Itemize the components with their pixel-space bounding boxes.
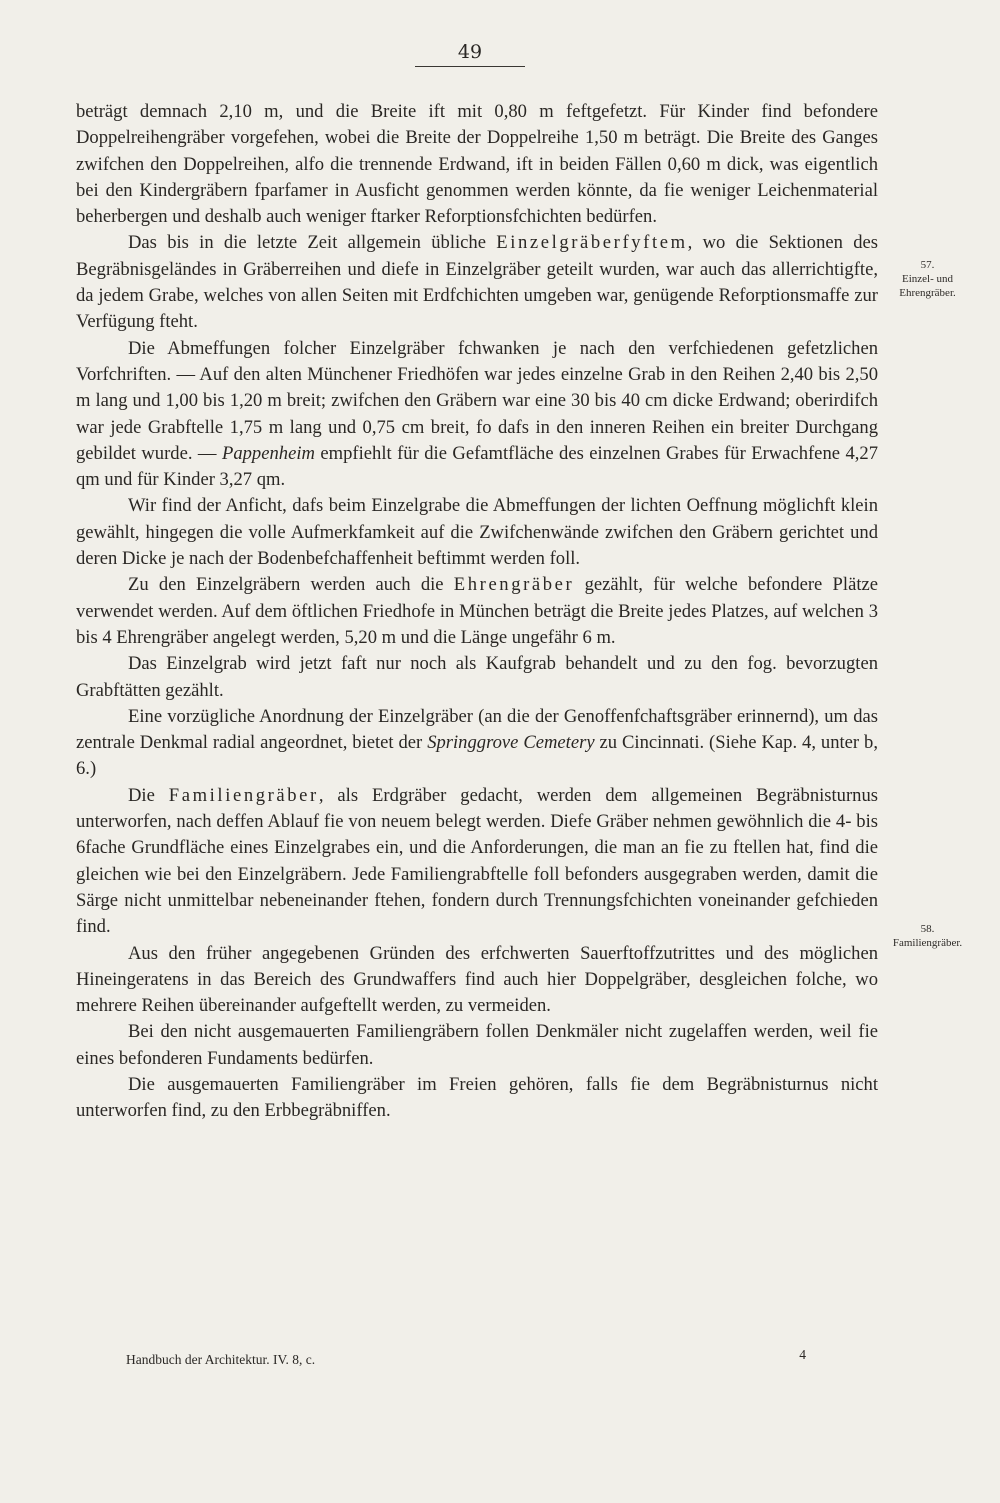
- paragraph-8: [76, 783, 878, 941]
- name-springgrove-cemetery: Springgrove Cemetery: [427, 732, 595, 754]
- body-text: [76, 99, 878, 1125]
- paragraph-8-start: Die: [128, 784, 169, 806]
- margin-note-57: [880, 258, 975, 300]
- paragraph-3-start: Die Abmeffungen folcher Einzelgräber fchwanken je nach den verfchiedenen gefetzlichen Vorfchriften. — Auf den alten Münchener Friedhöfen war jedes einzelne Grab in den Reihen 2,40 bis 2,50 m lang und 1,00 bis 1,20 m breit; zwifchen den Gräbern war eine 30 bis 40 cm dicke Erdwand; oberirdifch war jede Grabftelle 1,75 m lang und 0,75 cm breit, fo dafs in den inneren Reihen ein breiter Durchgang gebildet wurde. —: [76, 337, 878, 464]
- paragraph-2: [76, 230, 878, 335]
- paragraph-9: Aus den früher angegebenen Gründen des erfchwerten Sauerftoffzutrittes und des möglichen Hineingeratens in das Bereich des Grundwaffers find auch hier Doppelgräber, desgleichen folche, wo mehrere Reihen übereinander aufgeftellt werden, zu vermeiden.: [76, 942, 878, 1017]
- margin-note-57-text: Einzel- und Ehrengräber.: [899, 273, 956, 299]
- footer-source: Handbuch der Architektur. IV. 8, c.: [126, 1352, 316, 1367]
- paragraph-1: beträgt demnach 2,10 m, und die Breite ift mit 0,80 m feftgefetzt. Für Kinder find befondere Doppelreihengräber vorgefehen, wobei die Breite der Doppelreihe 1,50 m beträgt. Die Breite des Ganges zwifchen den Doppelreihen, alfo die trennende Erdwand, ift in beiden Fällen 0,60 m dick, was eigentlich bei den Kindergräbern fparfamer in Ausficht genommen werden könnte, da fie weniger Leichenmaterial beherbergen und deshalb auch weniger ftarker Reforptionsfchichten bedürfen.: [76, 101, 878, 228]
- margin-note-58-number: 58.: [920, 923, 935, 935]
- term-einzelgraeberfystem: Einzelgräberfyftem: [496, 232, 688, 254]
- name-pappenheim: Pappenheim: [221, 442, 315, 464]
- paragraph-6: Das Einzelgrab wird jetzt faft nur noch als Kaufgrab behandelt und zu den fog. bevorzugten Grabftätten gezählt.: [76, 653, 878, 701]
- paragraph-5-start: Zu den Einzelgräbern werden auch die: [128, 574, 454, 596]
- paragraph-7-end: zu Cincinnati. (Siehe Kap. 4, unter b, 6.): [76, 732, 878, 780]
- paragraph-10: Bei den nicht ausgemauerten Familiengräbern follen Denkmäler nicht zugelaffen werden, weil fie eines befonderen Fundaments bedürfen.: [76, 1021, 878, 1069]
- paragraph-2-end: , wo die Sektionen des Begräbnisgeländes in Gräberreihen und diefe in Einzelgräber geteilt wurden, war auch das allerrichtigfte, da jedem Grabe, welches von allen Seiten mit Erdfchichten umgeben war, genügende Reforptionsmaffe zur Verfügung fteht.: [76, 232, 878, 333]
- term-ehrengraeber: Ehrengräber: [453, 574, 575, 596]
- margin-note-58-text: Familiengräber.: [892, 937, 963, 949]
- paragraph-7: [76, 704, 878, 783]
- footer-signature: 4: [799, 1347, 806, 1362]
- paragraph-8-end: , als Erdgräber gedacht, werden dem allgemeinen Begräbnisturnus unterworfen, nach deffen Ablauf fie von neuem belegt werden. Diefe Gräber nehmen gewöhnlich die 4- bis 6fache Grundfläche eines Einzelgrabes ein, und die Anforderungen, die man an fie zu ftellen hat, find die gleichen wie bei den Einzelgräbern. Jede Familiengrabftelle foll befonders ausgegraben werden, damit die Särge nicht unmittelbar nebeneinander ftehen, fondern durch Trennungsfchichten voneinander gefchieden find.: [76, 784, 878, 938]
- paragraph-3: [76, 336, 878, 494]
- page-number: 49: [415, 40, 525, 67]
- paragraph-5: [76, 572, 878, 651]
- term-familiengraeber: Familiengräber: [168, 784, 319, 806]
- paragraph-2-start: Das bis in die letzte Zeit allgemein übliche: [128, 232, 497, 254]
- paragraph-7-start: Eine vorzügliche Anordnung der Einzelgräber (an die der Genoffenfchaftsgräber erinnernd), um das zentrale Denkmal radial angeordnet, bietet der: [76, 705, 878, 754]
- paragraph-5-end: gezählt, für welche befondere Plätze verwendet werden. Auf dem öftlichen Friedhofe in München beträgt die Breite jedes Platzes, auf welchen 3 bis 4 Ehrengräber angelegt werden, 5,20 m und die Länge ungefähr 6 m.: [76, 574, 878, 648]
- paragraph-4: Wir find der Anficht, dafs beim Einzelgrabe die Abmeffungen der lichten Oeffnung möglichft klein gewählt, hingegen die volle Aufmerkfamkeit auf die Zwifchenwände zwifchen den Gräbern gerichtet und deren Dicke je nach der Bodenbefchaffenheit beftimmt werden foll.: [76, 495, 878, 570]
- paragraph-11: Die ausgemauerten Familiengräber im Freien gehören, falls fie dem Begräbnisturnus nicht unterworfen find, zu den Erbbegräbniffen.: [76, 1073, 878, 1122]
- paragraph-3-end: empfiehlt für die Gefamtfläche des einzelnen Grabes für Erwachfene 4,27 qm und für Kinder 3,27 qm.: [76, 442, 878, 491]
- margin-note-58: [880, 922, 975, 950]
- margin-note-57-number: 57.: [920, 259, 935, 271]
